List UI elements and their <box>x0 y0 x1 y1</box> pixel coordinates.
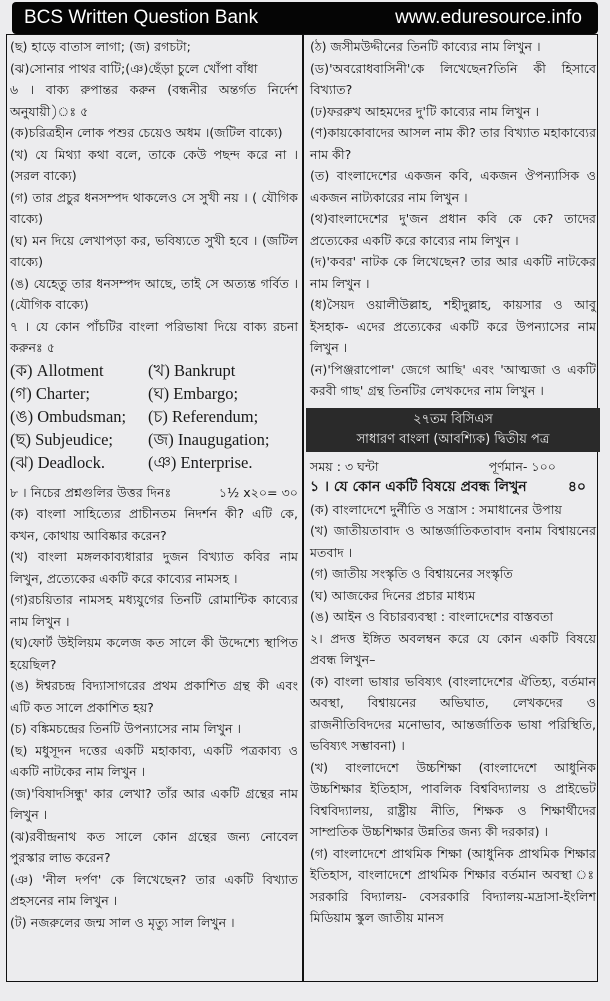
q8-item: (ছ) মধুসূদন দত্তের একটি মহাকাব্য, একটি পত্রকাব্য ও একটি নাটকের নাম লিখুন । <box>10 742 298 779</box>
q8-item: (জ)'বিষাদসিন্ধু' কার লেখা? তাঁর আর একটি গ্রন্থের নাম লিখুন । <box>10 785 298 822</box>
term-row <box>10 382 298 405</box>
term-row <box>10 451 298 474</box>
term: (ছ) Subjeudice; <box>10 429 114 449</box>
banner-site: www.eduresource.info <box>395 7 582 28</box>
column-divider <box>302 34 304 982</box>
question-6: ৬ । বাক্য রুপান্তর করুন (বন্ধনীর অন্তর্গত নির্দেশ অনুযায়ী)ঃ ৫ <box>10 82 298 119</box>
q8-item: (দ)'কবর' নাটক কে লিখেছেন? তার আর একটি নাটকের নাম লিখুন । <box>310 254 596 291</box>
q8-item: (গ)রচয়িতার নামসহ মধ্যযুগের তিনটি রোমান্টিক কাব্যের নাম লিখুন । <box>10 592 298 629</box>
q8-item: (ঠ) জসীমউদ্দীনের তিনটি কাব্যের নাম লিখুন । <box>310 39 541 54</box>
exam-header <box>306 408 600 452</box>
exam-meta <box>310 456 596 478</box>
q8-item: (ঙ) ঈশ্বরচন্দ্র বিদ্যাসাগরের প্রথম প্রকাশিত গ্রন্থ কী এবং এটি কত সালে প্রকাশিত হয়? <box>10 678 298 715</box>
q2-item: (গ) বাংলাদেশে প্রাথমিক শিক্ষা (আধুনিক প্রাথমিক শিক্ষার ইতিহাস, বাংলাদেশে প্রাথমিক শিক্ষার বর্তমান অবস্থা ঃ সরকারি বিদ্যালয়- বেসরকারি বিদ্যালয়-মদ্রাসা-ইংলিশ মিডিয়াম স্কুল জাতীয় মানস <box>310 845 596 925</box>
term-row <box>10 428 298 451</box>
term: (ঙ) Ombudsman; <box>10 406 127 426</box>
banner-title: BCS Written Question Bank <box>24 7 259 28</box>
q8-label: ৮ । নিচের প্রশ্নগুলির উত্তর দিনঃ <box>10 484 172 500</box>
q6-item: (ঘ) মন দিয়ে লেখাপড়া কর, ভবিষ্যতে সুখী হবে । (জটিল বাক্যে) <box>10 232 298 269</box>
term-list <box>10 359 298 474</box>
q1-label: ১ । যে কোন একটি বিষয়ে প্রবন্ধ লিখুন <box>310 479 527 495</box>
term: (ক) Allotment <box>10 360 104 380</box>
q6-item: (ঙ) যেহেতু তার ধনসম্পদ আছে, তাই সে অত্যন্ত গর্বিত । (যৌগিক বাক্যে) <box>10 275 298 312</box>
q8-item: (ত) বাংলাদেশের একজন কবি, একজন ঔপন্যাসিক ও একজন নাট্যকারের নাম লিখুন । <box>310 168 596 205</box>
q8-item: (ড)'অবরোধবাসিনী'কে লিখেছেন?তিনি কী হিসাবে বিখ্যাত? <box>310 60 596 97</box>
exam-time: সময় : ৩ ঘন্টা <box>310 458 379 474</box>
q2-item: (ক) বাংলা ভাষার ভবিষ্যৎ (বাংলাদেশের ঐতিহ্য, বর্তমান অবস্থা, বিশ্বায়নের অভিঘাত, লেখকদের ও রাজনীতিবিদদের মনোভাব, আন্তর্জাতিক ভাষা পরিস্থিতি, ভবিষ্যৎ সম্ভাবনা) । <box>310 673 596 753</box>
term-row <box>10 359 298 382</box>
exam-subtitle: সাধারণ বাংলা (আবশ্যিক) দ্বিতীয় পত্র <box>356 431 550 447</box>
q8-item: (ঘ)ফোর্ট উইলিয়ম কলেজ কত সালে কী উদ্দেশ্যে স্থাপিত হয়েছিল? <box>10 635 298 672</box>
q1-item: (ঙ) আইন ও বিচারব্যবস্থা : বাংলাদেশের বাস্তবতা <box>310 609 554 624</box>
term: (গ) Charter; <box>10 383 90 403</box>
q8-item: (ঢ)ফররুখ আহমদের দু'টি কাব্যের নাম লিখুন । <box>310 103 540 119</box>
q8-item: (ন)'পিঞ্জরাপোল' জেগে আছি' এবং 'আত্মজা ও একটি করবী গাছ' গ্রন্থ তিনটির লেখকদের নাম লিখুন । <box>310 361 596 398</box>
right-column <box>310 36 596 929</box>
q1-item: (খ) জাতীয়তাবাদ ও আন্তর্জাতিকতাবাদ বনাম বিশ্বায়নের মতবাদ । <box>310 523 596 560</box>
exam-full-marks: পূর্ণমান- ১০০ <box>488 458 556 474</box>
question-7: ৭ । যে কোন পাঁচটির বাংলা পরিভাষা দিয়ে বাক্য রচনা করুনঃ ৫ <box>10 318 298 355</box>
q6-item: (গ) তার প্রচুর ধনসম্পদ থাকলেও সে সুখী নয় । ( যৌগিক বাক্যে) <box>10 189 298 226</box>
q8-item: (চ) বঙ্কিমচন্দ্রের তিনটি উপন্যাসের নাম লিখুন । <box>10 721 242 736</box>
q8-item: (খ) বাংলা মঙ্গলকাব্যধারার দুজন বিখ্যাত কবির নাম লিখুন, প্রত্যেকের একটি করে কাব্যের নামসহ । <box>10 549 298 586</box>
left-column <box>10 36 298 933</box>
term-row <box>10 405 298 428</box>
q8-item: (ঞ) 'নীল দর্পণ' কে লিখেছেন? তার একটি বিখ্যাত প্রহসনের নাম লিখুন । <box>10 871 298 908</box>
q8-item: (ক) বাংলা সাহিত্যের প্রাচীনতম নিদর্শন কী? এটি কে, কখন, কোথায় আবিষ্কার করেন? <box>10 506 298 543</box>
question-1 <box>310 477 596 499</box>
question-8 <box>10 482 298 504</box>
q8-item: (ট) নজরুলের জন্ম সাল ও মৃত্যু সাল লিখুন । <box>10 914 235 930</box>
q8-item: (থ)বাংলাদেশের দু'জন প্রধান কবি কে কে? তাদের প্রত্যেকের একটি করে কাব্যের নাম লিখুন । <box>310 211 596 248</box>
q1-item: (গ) জাতীয় সংস্কৃতি ও বিশ্বায়নের সংস্কৃতি <box>310 566 513 581</box>
term: (জ) Inaugugation; <box>148 429 270 449</box>
exam-title: ২৭তম বিসিএস <box>413 411 493 427</box>
q8-item: (ণ)কায়কোবাদের আসল নাম কী? তার বিখ্যাত মহাকাব্যের নাম কী? <box>310 125 596 162</box>
q6-item: (খ) যে মিথ্যা কথা বলে, তাকে কেউ পছন্দ করে না । (সরল বাক্যে) <box>10 146 298 183</box>
q8-marks: ১½ x২০= ৩০ <box>218 484 298 500</box>
term: (ঞ) Enterprise. <box>148 452 253 472</box>
q8-item: (ধ)সৈয়দ ওয়ালীউল্লাহ, শহীদুল্লাহ, কায়সার ও আবু ইসহাক- এদের প্রত্যেকের একটি করে উপন্যাসের নাম লিখুন । <box>310 297 596 355</box>
term: (খ) Bankrupt <box>148 360 236 380</box>
q1-marks: ৪০ <box>567 479 586 495</box>
text-line: (ছ) হাড়ে বাতাস লাগা; (জ) রগচটা; <box>10 39 191 54</box>
q6-item: (ক)চরিত্রহীন লোক পশুর চেয়েও অধম ।(জটিল বাক্যে) <box>10 125 283 140</box>
text-line: (ঝ)সোনার পাথর বাটি;(ঞ)ছেঁড়া চুলে খোঁপা বাঁধা <box>10 60 258 76</box>
term: (ঝ) Deadlock. <box>10 452 105 472</box>
q2-item: (খ) বাংলাদেশে উচ্চশিক্ষা (বাংলাদেশে আধুনিক উচ্চশিক্ষার ইতিহাস, পাবলিক বিশ্ববিদ্যালয় ও প্রাইভেট বিশ্ববিদ্যালয়, রাষ্ট্রীয় নীতি, শিক্ষক ও শিক্ষার্থীদের সাম্প্রতিক উচ্চশিক্ষার উন্নতির জন্য কী দরকার) । <box>310 759 596 839</box>
question-2: ২। প্রদত্ত ইঙ্গিত অবলম্বন করে যে কোন একটি বিষয়ে প্রবন্ধ লিখুন– <box>310 630 596 667</box>
term: (চ) Referendum; <box>148 406 259 426</box>
q8-item: (ঝ)রবীন্দ্রনাথ কত সালে কোন গ্রন্থের জন্য নোবেল পুরস্কার লাভ করেন? <box>10 828 298 865</box>
term: (ঘ) Embargo; <box>148 383 239 403</box>
q1-item: (ঘ) আজকের দিনের প্রচার মাধ্যম <box>310 587 476 603</box>
q1-item: (ক) বাংলাদেশে দুর্নীতি ও সন্ত্রাস : সমাধানের উপায় <box>310 501 562 517</box>
header-banner <box>12 2 598 34</box>
